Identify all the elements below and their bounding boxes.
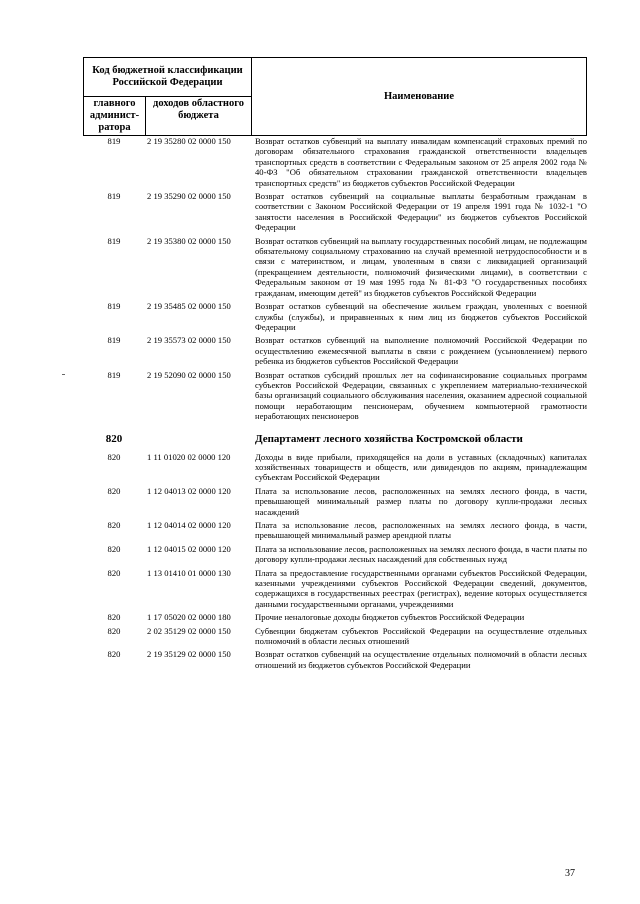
admin-code: 820 [107, 485, 121, 496]
department-row [83, 425, 587, 452]
income-code: 2 19 35290 02 0000 150 [147, 191, 231, 202]
income-code: 2 02 35129 02 0000 150 [147, 625, 231, 636]
admin-code: 820 [107, 649, 121, 660]
margin-mark [62, 374, 65, 375]
income-code: 2 19 35573 02 0000 150 [147, 335, 231, 346]
admin-code: 820 [107, 625, 121, 636]
document-page [83, 57, 587, 673]
code-group-header: Код бюджетной классификации Российской Федерации [84, 58, 252, 97]
admin-code: 820 [107, 451, 121, 462]
table-header [83, 57, 587, 136]
admin-code: 820 [107, 612, 121, 623]
income-code: 1 12 04015 02 0000 120 [147, 543, 231, 554]
row-name: Возврат остатков субвенций на выплату государственных пособий лицам, не подлежащим обязательному социальному страхованию на случай временной нетрудоспособности и в связи с материнством, и лицам, уволенным в связи с ликвидацией организаций (прекращением деятельности, полномочий физическими лицами), в соответствии с Федеральным законом от 19 мая 1995 года № 81-ФЗ "О государственных пособиях гражданам, имеющим детей" из бюджетов субъектов Российской Федерации [255, 235, 587, 298]
table-body [83, 136, 587, 673]
admin-code: 819 [107, 335, 121, 346]
income-code: 1 13 01410 01 0000 130 [147, 567, 231, 578]
table-row [83, 136, 587, 191]
department-admin-code: 820 [105, 432, 123, 445]
row-name: Возврат остатков субвенций на выполнение полномочий Российской Федерации по осуществлению ежемесячной выплаты в связи с рождением (усыновлением) первого ребенка из бюджетов субъектов Российской Федерации [255, 335, 587, 367]
income-code: 2 19 35280 02 0000 150 [147, 136, 231, 146]
income-code: 1 12 04014 02 0000 120 [147, 520, 231, 530]
table-row [83, 626, 587, 650]
table-row [83, 520, 587, 544]
admin-code: 819 [107, 136, 121, 146]
row-name: Плата за использование лесов, расположенных на землях лесного фонда, в части, превышающей минимальный размер арендной платы [255, 520, 587, 541]
admin-code: 819 [107, 235, 121, 246]
row-name: Плата за использование лесов, расположенных на землях лесного фонда, в части платы по договору купли-продажи лесных насаждений для собственных нужд [255, 543, 587, 565]
income-code: 2 19 35485 02 0000 150 [147, 301, 231, 312]
admin-code: 819 [107, 369, 121, 380]
table-row [83, 649, 587, 673]
row-name: Плата за использование лесов, расположенных на землях лесного фонда, в части, превышающей минимальный размер платы по договору купли-продажи лесных насаждений [255, 485, 587, 517]
table-row [83, 370, 587, 425]
table-row [83, 486, 587, 520]
admin-code: 819 [107, 301, 121, 312]
admin-column-header: главного админист-ратора [84, 97, 146, 136]
department-code-empty [145, 425, 251, 452]
admin-code: 820 [107, 520, 121, 530]
table-row [83, 301, 587, 335]
name-column-header: Наименование [252, 58, 587, 136]
row-name: Возврат остатков субсидий прошлых лет на софинансирование социальных программ субъектов Российской Федерации, связанных с укреплением материально-технической базы организаций социального обслуживания населения, оказанием адресной социальной помощи неработающим пенсионерам, обучением компьютерной грамотности неработающих пенсионеров [255, 369, 587, 422]
table-row [83, 544, 587, 568]
row-name: Возврат остатков субвенций на выплату инвалидам компенсаций страховых премий по договорам обязательного страхования гражданской ответственности владельцев транспортных средств в соответствии с Федеральным законом от 25 апреля 2002 года № 40-ФЗ "Об обязательном страховании гражданской ответственности владельцев транспортных средств" из бюджетов субъектов Российской Федерации [255, 136, 587, 188]
row-name: Прочие неналоговые доходы бюджетов субъектов Российской Федерации [255, 612, 525, 623]
table-row [83, 236, 587, 301]
income-code: 2 19 35380 02 0000 150 [147, 235, 231, 246]
row-name: Доходы в виде прибыли, приходящейся на доли в уставных (складочных) капиталах хозяйственных товариществ и обществ, или дивидендов по акциям, принадлежащим субъектам Российской Федерации [255, 451, 587, 483]
table-row [83, 335, 587, 369]
income-code: 1 11 01020 02 0000 120 [147, 451, 231, 462]
admin-code: 819 [107, 191, 121, 202]
income-code: 1 17 05020 02 0000 180 [147, 612, 231, 623]
row-name: Возврат остатков субвенций на социальные выплаты безработным гражданам в соответствии с Законом Российской Федерации от 19 апреля 1991 года № 1032-1 "О занятости населения в Российской Федерации" из бюджетов субъектов Российской Федерации [255, 191, 587, 233]
table-row [83, 452, 587, 486]
admin-code: 820 [107, 543, 121, 554]
income-code: 2 19 52090 02 0000 150 [147, 369, 231, 380]
income-code: 2 19 35129 02 0000 150 [147, 649, 231, 660]
row-name: Возврат остатков субвенций на осуществление отдельных полномочий в области лесных отношений из бюджетов субъектов Российской Федерации [255, 649, 587, 670]
row-name: Субвенции бюджетам субъектов Российской Федерации на осуществление отдельных полномочий в области лесных отношений [255, 625, 587, 647]
page-number: 37 [565, 868, 575, 879]
admin-code: 820 [107, 567, 121, 578]
income-column-header: доходов областного бюджета [146, 97, 252, 136]
row-name: Плата за предоставление государственными органами субъектов Российской Федерации, казенными учреждениями субъектов Российской Федерации сведений, документов, содержащихся в государственных реестрах (регистрах), ведение которых осуществляется данными государственными органами, учреждениями [255, 567, 587, 609]
table-row [83, 191, 587, 236]
table-row [83, 568, 587, 613]
row-name: Возврат остатков субвенций на обеспечение жильем граждан, уволенных с военной службы (службы), и приравненных к ним лиц из бюджетов субъектов Российской Федерации [255, 301, 587, 332]
income-code: 1 12 04013 02 0000 120 [147, 485, 231, 496]
department-title: Департамент лесного хозяйства Костромской области [255, 432, 523, 445]
table-row [83, 612, 587, 625]
